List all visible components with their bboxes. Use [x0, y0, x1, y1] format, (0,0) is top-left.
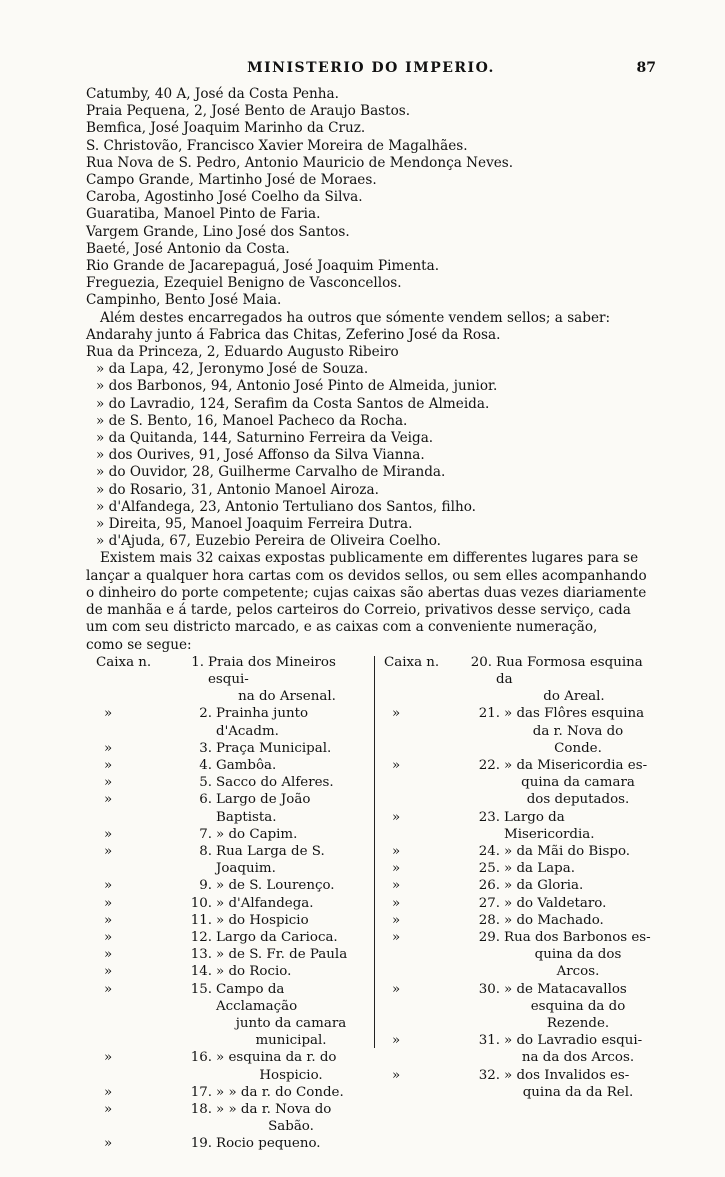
seller-line: Rua da Princeza, 2, Eduardo Augusto Ribeiro	[86, 344, 399, 361]
box-label: Caixa n.	[384, 654, 440, 670]
box-number	[178, 688, 208, 705]
page-number: 87	[636, 60, 656, 76]
box-label: »	[392, 912, 401, 928]
box-location: » da Gloria.	[504, 878, 584, 894]
box-entry	[384, 929, 652, 946]
box-location: Sacco do Alferes.	[216, 775, 334, 791]
box-location: » d'Alfandega.	[216, 895, 314, 911]
box-label	[384, 946, 474, 963]
box-location: Rua Larga de S. Joaquim.	[216, 843, 325, 877]
box-entry	[96, 1135, 366, 1152]
box-entry	[384, 877, 652, 894]
box-label	[96, 1015, 186, 1032]
box-number: 17.	[190, 1084, 212, 1100]
box-number: 9.	[199, 878, 212, 894]
box-entry	[96, 791, 366, 825]
box-entry	[96, 705, 366, 739]
seller-line: » da Lapa, 42, Jeronymo José de Souza.	[96, 361, 369, 378]
box-label: »	[104, 757, 113, 773]
box-location: quina da camara	[521, 775, 635, 791]
box-location: Sabão.	[268, 1119, 314, 1135]
box-number	[186, 1067, 216, 1084]
seller-line: » do Ouvidor, 28, Guilherme Carvalho de Miranda.	[96, 464, 446, 481]
box-location: » de S. Fr. de Paula	[216, 947, 348, 963]
box-location: » do Lavradio esqui-	[504, 1033, 643, 1049]
box-number	[474, 774, 504, 791]
box-label: »	[392, 929, 401, 945]
paragraph-line: um com seu districto marcado, e as caixas com a conveniente numeração,	[86, 619, 598, 636]
box-location: Praia dos Mineiros esqui-	[208, 654, 336, 687]
box-number: 1.	[191, 654, 204, 670]
box-entry-continuation	[384, 946, 652, 963]
box-number	[474, 791, 504, 808]
box-number: 18.	[190, 1101, 212, 1117]
seller-line: Andarahy junto á Fabrica das Chitas, Zeferino José da Rosa.	[86, 326, 501, 343]
box-number	[186, 1015, 216, 1032]
box-label: »	[104, 792, 113, 808]
box-entry-continuation	[384, 1049, 652, 1066]
box-number: 32.	[478, 1067, 500, 1083]
box-label	[384, 740, 474, 757]
box-entry	[96, 826, 366, 843]
agent-line: Campo Grande, Martinho José de Moraes.	[86, 172, 377, 189]
box-label: »	[392, 706, 401, 722]
box-label	[384, 1015, 474, 1032]
box-entry-continuation	[384, 740, 652, 757]
box-entry	[384, 981, 652, 998]
box-number	[466, 688, 496, 705]
box-location: Campo da Acclamação	[216, 981, 298, 1014]
box-location: » dos Invalidos es-	[504, 1067, 630, 1083]
box-entry	[96, 946, 366, 963]
box-entry	[96, 877, 366, 894]
box-entry-continuation	[384, 1015, 652, 1032]
sellers-list	[86, 327, 656, 551]
box-location: » do Capim.	[216, 826, 298, 842]
document-page	[86, 60, 656, 1152]
box-number: 26.	[478, 878, 500, 894]
box-number	[474, 723, 504, 740]
box-entry	[96, 929, 366, 946]
box-location: Arcos.	[556, 964, 600, 980]
agent-line: Caroba, Agostinho José Coelho da Silva.	[86, 189, 363, 206]
box-entry	[384, 895, 652, 912]
box-entry-continuation	[384, 688, 652, 705]
box-location: na da dos Arcos.	[521, 1050, 635, 1066]
box-location: da r. Nova do	[532, 723, 624, 739]
seller-line: » d'Ajuda, 67, Euzebio Pereira de Oliveira Coelho.	[96, 533, 441, 550]
paragraph-body	[86, 568, 656, 654]
box-entry-continuation	[384, 791, 652, 808]
agent-line: Campinho, Bento José Maia.	[86, 292, 282, 309]
box-label: »	[392, 809, 401, 825]
box-number	[474, 740, 504, 757]
box-location: Prainha junto d'Acadm.	[216, 706, 309, 739]
box-label	[384, 1049, 474, 1066]
agent-line: Freguezia, Ezequiel Benigno de Vasconcellos.	[86, 275, 402, 292]
seller-line: » do Rosario, 31, Antonio Manoel Airoza.	[96, 481, 379, 498]
box-entry	[96, 1101, 366, 1118]
box-number	[474, 1015, 504, 1032]
box-label	[384, 774, 474, 791]
box-entry-continuation	[96, 1015, 366, 1032]
box-label: »	[392, 1033, 401, 1049]
agent-line: Baeté, José Antonio da Costa.	[86, 240, 290, 257]
box-label	[384, 791, 474, 808]
box-number: 23.	[478, 809, 500, 825]
box-location: dos deputados.	[526, 792, 630, 808]
sellers-section	[86, 310, 656, 551]
box-number: 21.	[478, 706, 500, 722]
agent-line: Guaratiba, Manoel Pinto de Faria.	[86, 206, 321, 223]
box-entry	[384, 757, 652, 774]
box-label: Caixa n.	[96, 654, 152, 670]
box-entry	[96, 654, 366, 688]
box-label	[384, 998, 474, 1015]
box-entry	[384, 1032, 652, 1049]
box-location: » do Valdetaro.	[504, 895, 607, 911]
box-label	[384, 1084, 474, 1101]
box-number: 24.	[478, 843, 500, 859]
paragraph-line: como se segue:	[86, 636, 192, 653]
box-location: » da Mãi do Bispo.	[504, 843, 631, 859]
box-location: Rocio pequeno.	[216, 1136, 321, 1152]
box-location: Rua Formosa esquina da	[496, 654, 643, 687]
box-location: Largo de João Baptista.	[216, 792, 311, 825]
box-number	[186, 1032, 216, 1049]
box-label: »	[104, 706, 113, 722]
agent-line: Bemfica, José Joaquim Marinho da Cruz.	[86, 120, 366, 137]
box-number: 10.	[190, 895, 212, 911]
box-location: » do Machado.	[504, 912, 604, 928]
box-entry	[384, 1067, 652, 1084]
box-location: » das Flôres esquina	[504, 706, 645, 722]
box-label: »	[104, 1101, 113, 1117]
boxes-right-column	[384, 654, 652, 1101]
box-label: »	[104, 964, 113, 980]
box-number: 4.	[199, 757, 212, 773]
box-number: 28.	[478, 912, 500, 928]
box-location: » da Lapa.	[504, 861, 575, 877]
box-number: 15.	[190, 981, 212, 997]
box-number: 11.	[190, 912, 212, 928]
box-entry-continuation	[96, 1067, 366, 1084]
box-number: 29.	[478, 929, 500, 945]
box-entry-continuation	[384, 963, 652, 980]
box-label	[96, 1067, 186, 1084]
box-number: 14.	[190, 964, 212, 980]
box-label: »	[104, 826, 113, 842]
agent-line: Praia Pequena, 2, José Bento de Araujo Bastos.	[86, 103, 411, 120]
box-entry-continuation	[384, 1084, 652, 1101]
box-entry-continuation	[384, 723, 652, 740]
box-number: 12.	[190, 929, 212, 945]
seller-line: » dos Ourives, 91, José Affonso da Silva Vianna.	[96, 447, 425, 464]
box-label: »	[392, 861, 401, 877]
box-location: na do Arsenal.	[238, 689, 336, 705]
box-label	[96, 1118, 186, 1135]
box-number: 25.	[478, 861, 500, 877]
box-number: 2.	[199, 706, 212, 722]
box-label: »	[104, 775, 113, 791]
box-location: Praça Municipal.	[216, 740, 332, 756]
box-number	[474, 1049, 504, 1066]
box-label: »	[104, 929, 113, 945]
box-location: » de Matacavallos	[504, 981, 627, 997]
paragraph-first-line: Existem mais 32 caixas expostas publicamente em differentes lugares para se	[100, 550, 639, 567]
box-label: »	[104, 895, 113, 911]
agent-line: Catumby, 40 A, José da Costa Penha.	[86, 86, 339, 102]
box-entry	[384, 809, 652, 843]
box-entry	[96, 757, 366, 774]
box-entry-continuation	[96, 1032, 366, 1049]
box-number	[186, 1118, 216, 1135]
box-entry	[384, 860, 652, 877]
box-label: »	[104, 878, 113, 894]
box-label: »	[392, 843, 401, 859]
box-label: »	[392, 878, 401, 894]
box-label: »	[392, 981, 401, 997]
box-label: »	[104, 843, 113, 859]
boxes-left-column	[96, 654, 366, 1153]
box-label	[384, 723, 474, 740]
box-entry	[96, 1084, 366, 1101]
box-location: Largo da Carioca.	[216, 929, 338, 945]
box-entry	[96, 774, 366, 791]
box-location: » de S. Lourenço.	[216, 878, 335, 894]
box-entry	[96, 981, 366, 1015]
box-entry	[96, 1049, 366, 1066]
box-entry-continuation	[384, 998, 652, 1015]
box-entry	[384, 843, 652, 860]
box-number: 16.	[190, 1050, 212, 1066]
paragraph-line: de manhãa e á tarde, pelos carteiros do Correio, privativos desse serviço, cada	[86, 602, 631, 619]
box-label: »	[104, 912, 113, 928]
box-location: » do Hospicio	[216, 912, 309, 928]
box-number: 8.	[199, 843, 212, 859]
seller-line: » Direita, 95, Manoel Joaquim Ferreira Dutra.	[96, 516, 413, 533]
box-number	[474, 963, 504, 980]
box-label: »	[392, 1067, 401, 1083]
box-entry	[96, 740, 366, 757]
box-location: municipal.	[255, 1033, 327, 1049]
box-label: »	[104, 1050, 113, 1066]
paragraph-line: lançar a qualquer hora cartas com os devidos sellos, ou sem elles acompanhando	[86, 567, 647, 584]
box-entry-continuation	[384, 774, 652, 791]
box-label: »	[104, 947, 113, 963]
box-location: Rezende.	[546, 1015, 610, 1031]
box-label	[96, 688, 178, 705]
box-entry	[96, 843, 366, 877]
column-divider	[374, 656, 375, 1048]
agents-list	[86, 86, 656, 310]
sellers-intro: Além destes encarregados ha outros que sómente vendem sellos; a saber:	[100, 309, 611, 326]
box-entry	[384, 705, 652, 722]
seller-line: » de S. Bento, 16, Manoel Pacheco da Rocha.	[96, 412, 408, 429]
box-location: Largo da Misericordia.	[504, 809, 595, 842]
box-location: » do Rocio.	[216, 964, 292, 980]
box-entry	[384, 912, 652, 929]
box-location: quina da da Rel.	[522, 1084, 634, 1100]
box-location: Rua dos Barbonos es-	[504, 929, 651, 945]
seller-line: » da Quitanda, 144, Saturnino Ferreira da Veiga.	[96, 430, 434, 447]
box-label	[384, 963, 474, 980]
box-label: »	[104, 1136, 113, 1152]
box-number	[474, 946, 504, 963]
agent-line: Rio Grande de Jacarepaguá, José Joaquim Pimenta.	[86, 258, 440, 275]
box-entry-continuation	[96, 688, 366, 705]
running-header	[86, 60, 656, 86]
box-number: 20.	[470, 654, 492, 670]
box-location: » » da r. do Conde.	[216, 1084, 344, 1100]
box-label: »	[104, 1084, 113, 1100]
page-title: MINISTERIO DO IMPERIO.	[247, 60, 495, 76]
box-label	[96, 1032, 186, 1049]
box-number: 27.	[478, 895, 500, 911]
agent-line: Rua Nova de S. Pedro, Antonio Mauricio de Mendonça Neves.	[86, 154, 514, 171]
box-entry-continuation	[96, 1118, 366, 1135]
box-number: 7.	[199, 826, 212, 842]
box-location: Conde.	[554, 740, 602, 756]
box-entry	[96, 895, 366, 912]
boxes-paragraph	[86, 550, 656, 653]
box-label: »	[392, 895, 401, 911]
box-number	[474, 998, 504, 1015]
box-entry	[96, 912, 366, 929]
box-number: 22.	[478, 757, 500, 773]
box-location: esquina da do	[530, 998, 626, 1014]
box-location: junto da camara	[235, 1015, 347, 1031]
box-label: »	[392, 757, 401, 773]
seller-line: » dos Barbonos, 94, Antonio José Pinto de Almeida, junior.	[96, 378, 498, 395]
box-number: 19.	[190, 1136, 212, 1152]
box-location: » » da r. Nova do	[216, 1101, 332, 1117]
box-entry	[96, 963, 366, 980]
box-location: do Areal.	[543, 689, 605, 705]
seller-line: » d'Alfandega, 23, Antonio Tertuliano dos Santos, filho.	[96, 498, 476, 515]
box-location: » da Misericordia es-	[504, 757, 648, 773]
box-label: »	[104, 981, 113, 997]
box-location: » esquina da r. do	[216, 1050, 337, 1066]
box-label: »	[104, 740, 113, 756]
box-number: 31.	[478, 1033, 500, 1049]
box-number: 13.	[190, 947, 212, 963]
box-number: 3.	[199, 740, 212, 756]
agent-line: Vargem Grande, Lino José dos Santos.	[86, 223, 350, 240]
box-label	[384, 688, 466, 705]
box-number	[474, 1084, 504, 1101]
box-entry	[384, 654, 652, 688]
box-number: 6.	[199, 792, 212, 808]
box-number: 30.	[478, 981, 500, 997]
box-location: Gambôa.	[216, 757, 277, 773]
box-location: Hospicio.	[259, 1067, 323, 1083]
paragraph-line: o dinheiro do porte competente; cujas caixas são abertas duas vezes diariamente	[86, 584, 647, 601]
box-number: 5.	[199, 775, 212, 791]
seller-line: » do Lavradio, 124, Serafim da Costa Santos de Almeida.	[96, 395, 490, 412]
box-location: quina da dos	[534, 947, 622, 963]
agent-line: S. Christovão, Francisco Xavier Moreira de Magalhães.	[86, 137, 468, 154]
